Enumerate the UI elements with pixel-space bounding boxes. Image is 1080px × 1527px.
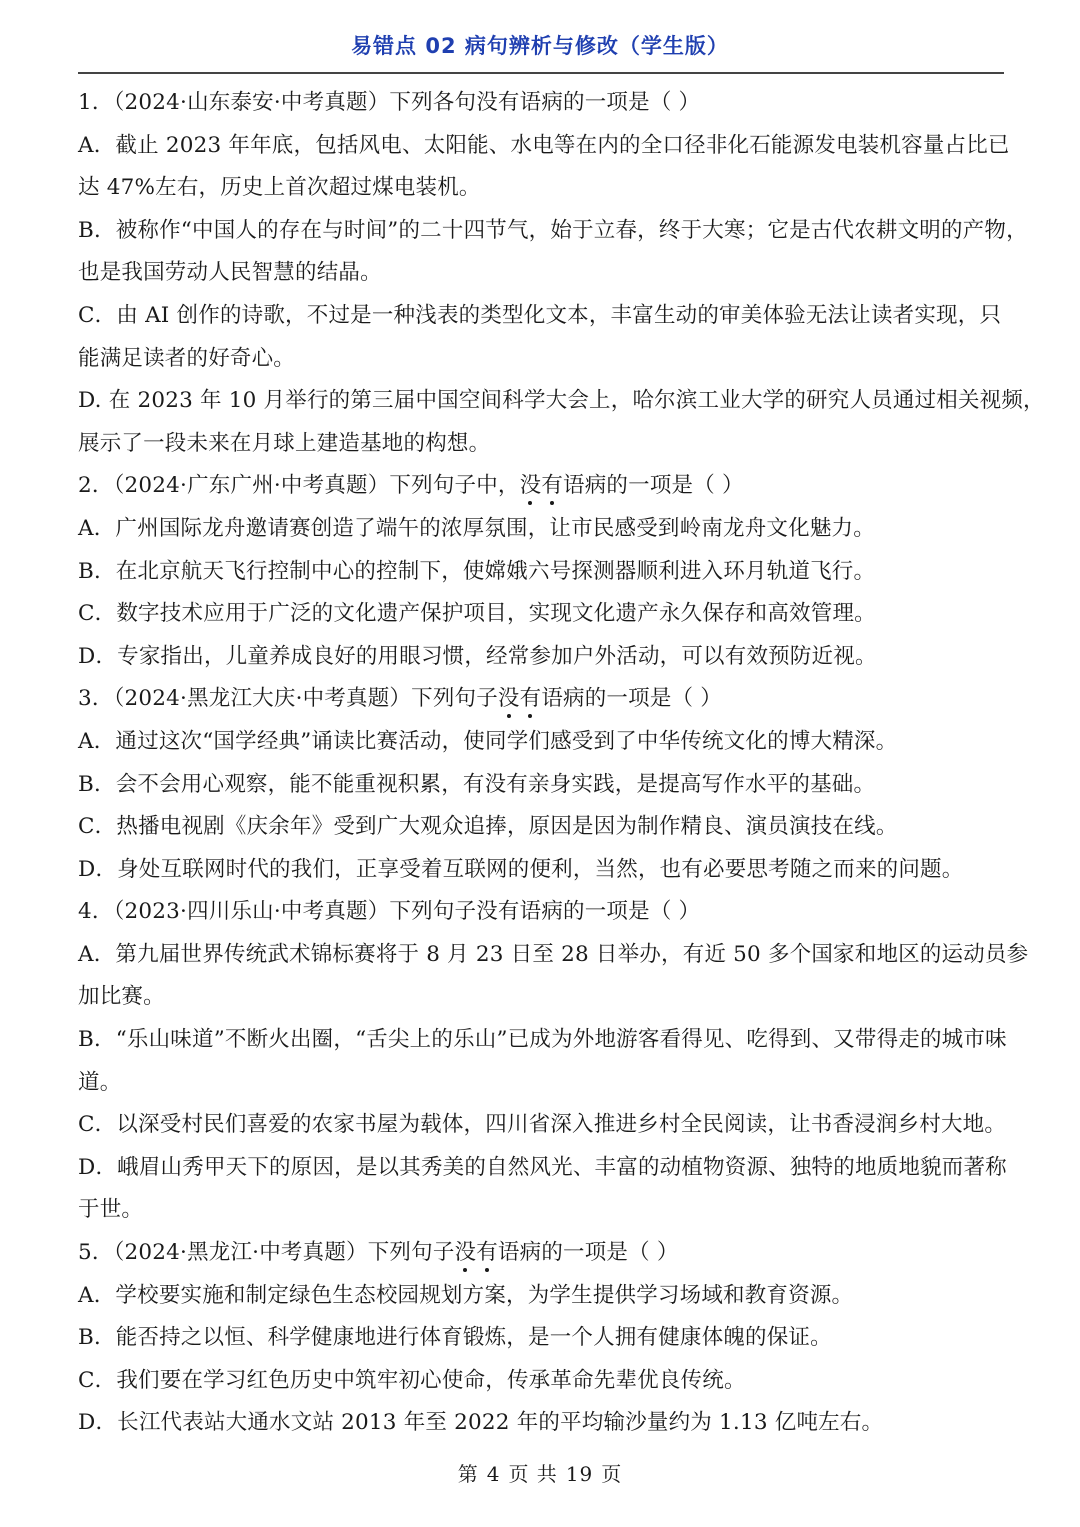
question-5-stem-suffix: 语病的一项是（ ） — [497, 1240, 679, 1266]
question-3-stem-prefix: 3．（2024·黑龙江大庆·中考真题）下列句子 — [78, 686, 498, 712]
question-4-option-c: C．以深受村民们喜爱的农家书屋为载体，四川省深入推进乡村全民阅读，让书香浸润乡村大地。 — [78, 1112, 1007, 1138]
page-footer — [0, 1458, 1080, 1487]
question-3-stem — [78, 678, 1004, 721]
question-5-option-b: B．能否持之以恒、科学健康地进行体育锻炼，是一个人拥有健康体魄的保证。 — [78, 1325, 832, 1351]
question-4-option-a: A．第九届世界传统武术锦标赛将于 8 月 23 日至 28 日举办，有近 50 多个国家和地区的运动员参 — [78, 941, 1029, 967]
question-2-option-a: A．广州国际龙舟邀请赛创造了端午的浓厚氛围，让市民感受到岭南龙舟文化魅力。 — [78, 515, 875, 541]
question-4-option-b-cont: 道。 — [78, 1069, 122, 1095]
question-3-option-d: D．身处互联网时代的我们，正享受着互联网的便利，当然，也有必要思考随之而来的问题。 — [78, 856, 964, 882]
question-1-option-a: A．截止 2023 年年底，包括风电、太阳能、水电等在内的全口径非化石能源发电装机容量占比已 — [78, 132, 1010, 158]
question-2-option-d: D．专家指出，儿童养成良好的用眼习惯，经常参加户外活动，可以有效预防近视。 — [78, 643, 877, 669]
question-1-option-d-cont: 展示了一段未来在月球上建造基地的构想。 — [78, 430, 491, 456]
question-2-option-c: C．数字技术应用于广泛的文化遗产保护项目，实现文化遗产永久保存和高效管理。 — [78, 601, 876, 627]
question-2-stem-suffix: 语病的一项是（ ） — [563, 473, 744, 499]
total-pages: 19 — [565, 1462, 594, 1486]
current-page-number: 4 — [486, 1462, 501, 1486]
question-5-option-d: D．长江代表站大通水文站 2013 年至 2022 年的平均输沙量约为 1.13 亿吨左右。 — [78, 1410, 884, 1436]
question-list — [78, 82, 1045, 1445]
question-4-option-a-cont: 加比赛。 — [78, 984, 165, 1010]
page-title: 易错点 02 病句辨析与修改（学生版） — [351, 34, 729, 58]
question-1-option-d: D. 在 2023 年 10 月举行的第三届中国空间科学大会上，哈尔滨工业大学的研究人员通过相关视频， — [78, 388, 1045, 414]
question-4-option-d: D．峨眉山秀甲天下的原因，是以其秀美的自然风光、丰富的动植物资源、独特的地质地貌而著称 — [78, 1154, 1007, 1180]
question-1-option-c-cont: 能满足读者的好奇心。 — [78, 345, 296, 371]
header-divider — [78, 72, 1004, 74]
footer-middle: 页 共 — [508, 1462, 558, 1486]
footer-suffix: 页 — [601, 1462, 623, 1486]
question-2-stem-prefix: 2．（2024·广东广州·中考真题）下列句子中， — [78, 473, 520, 499]
emphasis-mark: 没 — [498, 678, 520, 721]
question-2-option-b: B．在北京航天飞行控制中心的控制下，使嫦娥六号探测器顺利进入环月轨道飞行。 — [78, 558, 876, 584]
footer-prefix: 第 — [457, 1462, 479, 1486]
question-5-stem — [78, 1232, 1004, 1275]
question-4-option-d-cont: 于世。 — [78, 1197, 144, 1223]
question-3-option-a: A．通过这次“国学经典”诵读比赛活动，使同学们感受到了中华传统文化的博大精深。 — [78, 728, 898, 754]
question-4-stem: 4．（2023·四川乐山·中考真题）下列句子没有语病的一项是（ ） — [78, 899, 701, 925]
question-5-stem-prefix: 5．（2024·黑龙江·中考真题）下列句子 — [78, 1240, 455, 1266]
question-5-option-c: C．我们要在学习红色历史中筑牢初心使命，传承革命先辈优良传统。 — [78, 1367, 746, 1393]
question-3-option-c: C．热播电视剧《庆余年》受到广大观众追捧，原因是因为制作精良、演员演技在线。 — [78, 814, 898, 840]
question-1-option-b-cont: 也是我国劳动人民智慧的结晶。 — [78, 260, 382, 286]
question-5-option-a: A．学校要实施和制定绿色生态校园规划方案，为学生提供学习场域和教育资源。 — [78, 1282, 854, 1308]
emphasis-mark: 没 — [520, 465, 542, 508]
emphasis-mark: 有 — [520, 678, 542, 721]
question-1-option-c: C．由 AI 创作的诗歌，不过是一种浅表的类型化文本，丰富生动的审美体验无法让读者实现，只 — [78, 302, 1002, 328]
question-3-option-b: B．会不会用心观察，能不能重视积累，有没有亲身实践，是提高写作水平的基础。 — [78, 771, 876, 797]
question-2-stem — [78, 465, 1004, 508]
emphasis-mark: 没 — [455, 1232, 477, 1275]
emphasis-mark: 有 — [541, 465, 563, 508]
question-3-stem-suffix: 语病的一项是（ ） — [541, 686, 722, 712]
question-1-option-a-cont: 达 47%左右，历史上首次超过煤电装机。 — [78, 175, 481, 201]
question-1-option-b: B．被称作“中国人的存在与时间”的二十四节气，始于立春，终于大寒；它是古代农耕文明的产物， — [78, 217, 1028, 243]
question-4-option-b: B．“乐山味道”不断火出圈，“舌尖上的乐山”已成为外地游客看得见、吃得到、又带得走的城市味 — [78, 1027, 1007, 1053]
emphasis-mark: 有 — [476, 1232, 498, 1275]
question-1-stem: 1．（2024·山东泰安·中考真题）下列各句没有语病的一项是（ ） — [78, 90, 701, 115]
